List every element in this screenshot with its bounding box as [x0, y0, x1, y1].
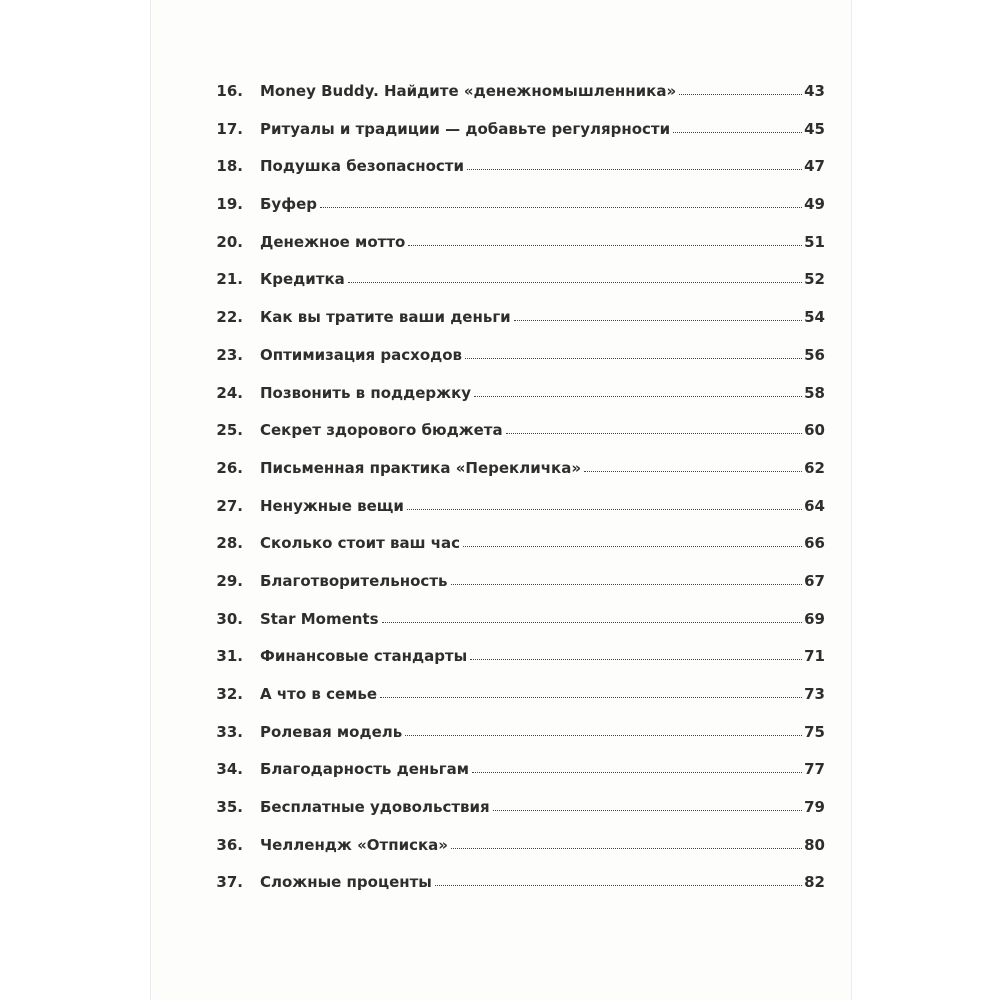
toc-entry: [200, 760, 825, 798]
toc-entry-number: 32.: [216, 685, 243, 703]
toc-entry-title: Письменная практика «Перекличка»: [260, 458, 582, 477]
toc-entry: [200, 308, 825, 346]
toc-entry-number: 35.: [216, 798, 243, 817]
toc-entry: [200, 497, 825, 535]
toc-entry-title: Секрет здорового бюджета: [260, 421, 503, 440]
toc-entry-page: 62: [804, 458, 825, 477]
toc-entry-title: Ролевая модель: [260, 722, 403, 741]
toc-entry-page: 82: [804, 873, 825, 892]
toc-entry-number: 28.: [216, 534, 243, 553]
toc-entry-number: 34.: [216, 760, 243, 779]
toc-entry-page: 49: [804, 195, 825, 214]
dot-leader: [679, 94, 802, 95]
dot-leader: [467, 169, 802, 170]
toc-entry: [200, 685, 825, 723]
dot-leader: [506, 433, 803, 434]
toc-entry-title: Money Buddy. Найдите «денежномышленника»: [260, 82, 677, 100]
toc-entry-page: 69: [804, 609, 825, 628]
dot-leader: [463, 546, 802, 547]
toc-entry: [200, 572, 825, 610]
toc-entry-title: Челлендж «Отписка»: [260, 835, 448, 854]
toc-entry-title: Ненужные вещи: [260, 496, 404, 515]
toc-entry: [200, 346, 825, 384]
dot-leader: [451, 848, 802, 849]
toc-entry: [200, 798, 825, 836]
toc-entry-number: 25.: [216, 421, 243, 440]
dot-leader: [584, 471, 802, 472]
toc-entry-page: 80: [804, 835, 825, 854]
toc-entry-title: Благодарность деньгам: [260, 760, 469, 779]
toc-entry: [200, 610, 825, 648]
dot-leader: [673, 132, 802, 133]
dot-leader: [320, 207, 802, 208]
toc-entry-number: 26.: [216, 458, 243, 477]
toc-entry-title: Сколько стоит ваш час: [260, 534, 461, 553]
toc-entry: [200, 873, 825, 911]
toc-entry-title: Подушка безопасности: [260, 157, 465, 176]
toc-entry-page: 52: [804, 270, 825, 289]
toc-entry: [200, 157, 825, 195]
toc-entry-page: 79: [804, 798, 825, 817]
toc-entry-page: 67: [804, 571, 825, 590]
toc-entry-page: 43: [804, 82, 825, 100]
toc-entry: [200, 459, 825, 497]
toc-entry-title: Кредитка: [260, 270, 345, 289]
toc-entry-title: Оптимизация расходов: [260, 345, 463, 364]
toc-entry-number: 20.: [216, 232, 243, 251]
dot-leader: [380, 697, 802, 698]
dot-leader: [435, 885, 802, 886]
toc-entry: [200, 82, 825, 120]
toc-entry-number: 37.: [216, 873, 243, 892]
toc-entry: [200, 384, 825, 422]
toc-entry-page: 66: [804, 534, 825, 553]
toc-entry: [200, 723, 825, 761]
toc-entry-number: 36.: [216, 835, 243, 854]
toc-entry-number: 30.: [216, 609, 243, 628]
dot-leader: [470, 659, 802, 660]
dot-leader: [405, 735, 802, 736]
toc-entry-title: Денежное мотто: [260, 232, 406, 251]
dot-leader: [493, 810, 802, 811]
toc-entry-number: 21.: [216, 270, 243, 289]
toc-entry: [200, 534, 825, 572]
toc-entry-page: 73: [804, 685, 825, 703]
dot-leader: [474, 396, 802, 397]
dot-leader: [407, 509, 802, 510]
toc-entry: [200, 836, 825, 874]
dot-leader: [408, 245, 802, 246]
toc-entry-title: Бесплатные удовольствия: [260, 798, 490, 817]
toc-entry-title: Буфер: [260, 195, 318, 214]
toc-entry-title: А что в семье: [260, 685, 378, 703]
toc-entry-page: 77: [804, 760, 825, 779]
table-of-contents: [200, 82, 825, 911]
toc-entry-number: 29.: [216, 571, 243, 590]
dot-leader: [382, 622, 803, 623]
toc-entry-number: 27.: [216, 496, 243, 515]
toc-entry-number: 31.: [216, 647, 243, 666]
toc-entry: [200, 421, 825, 459]
dot-leader: [348, 282, 802, 283]
toc-entry: [200, 270, 825, 308]
dot-leader: [514, 320, 802, 321]
toc-entry: [200, 647, 825, 685]
toc-entry-number: 24.: [216, 383, 243, 402]
dot-leader: [465, 358, 802, 359]
toc-entry-title: Star Moments: [260, 609, 379, 628]
toc-entry-page: 45: [804, 119, 825, 138]
toc-entry-title: Ритуалы и традиции — добавьте регулярности: [260, 119, 671, 138]
toc-entry-page: 58: [804, 383, 825, 402]
toc-entry-number: 19.: [216, 195, 243, 214]
dot-leader: [472, 772, 802, 773]
toc-entry-page: 56: [804, 345, 825, 364]
toc-entry-title: Позвонить в поддержку: [260, 383, 472, 402]
toc-entry-page: 60: [804, 421, 825, 440]
toc-entry-number: 17.: [216, 119, 243, 138]
toc-entry-page: 54: [804, 308, 825, 327]
toc-entry-number: 16.: [216, 82, 243, 100]
toc-entry-title: Благотворительность: [260, 571, 448, 590]
toc-entry: [200, 195, 825, 233]
toc-entry-page: 47: [804, 157, 825, 176]
toc-entry: [200, 120, 825, 158]
toc-entry-page: 71: [804, 647, 825, 666]
toc-entry-page: 64: [804, 496, 825, 515]
toc-entry-title: Как вы тратите ваши деньги: [260, 308, 511, 327]
toc-entry-number: 23.: [216, 345, 243, 364]
toc-entry-title: Финансовые стандарты: [260, 647, 468, 666]
toc-entry-number: 22.: [216, 308, 243, 327]
toc-entry: [200, 233, 825, 271]
toc-entry-page: 51: [804, 232, 825, 251]
toc-entry-number: 33.: [216, 722, 243, 741]
dot-leader: [451, 584, 803, 585]
toc-entry-number: 18.: [216, 157, 243, 176]
toc-entry-page: 75: [804, 722, 825, 741]
toc-entry-title: Сложные проценты: [260, 873, 432, 892]
